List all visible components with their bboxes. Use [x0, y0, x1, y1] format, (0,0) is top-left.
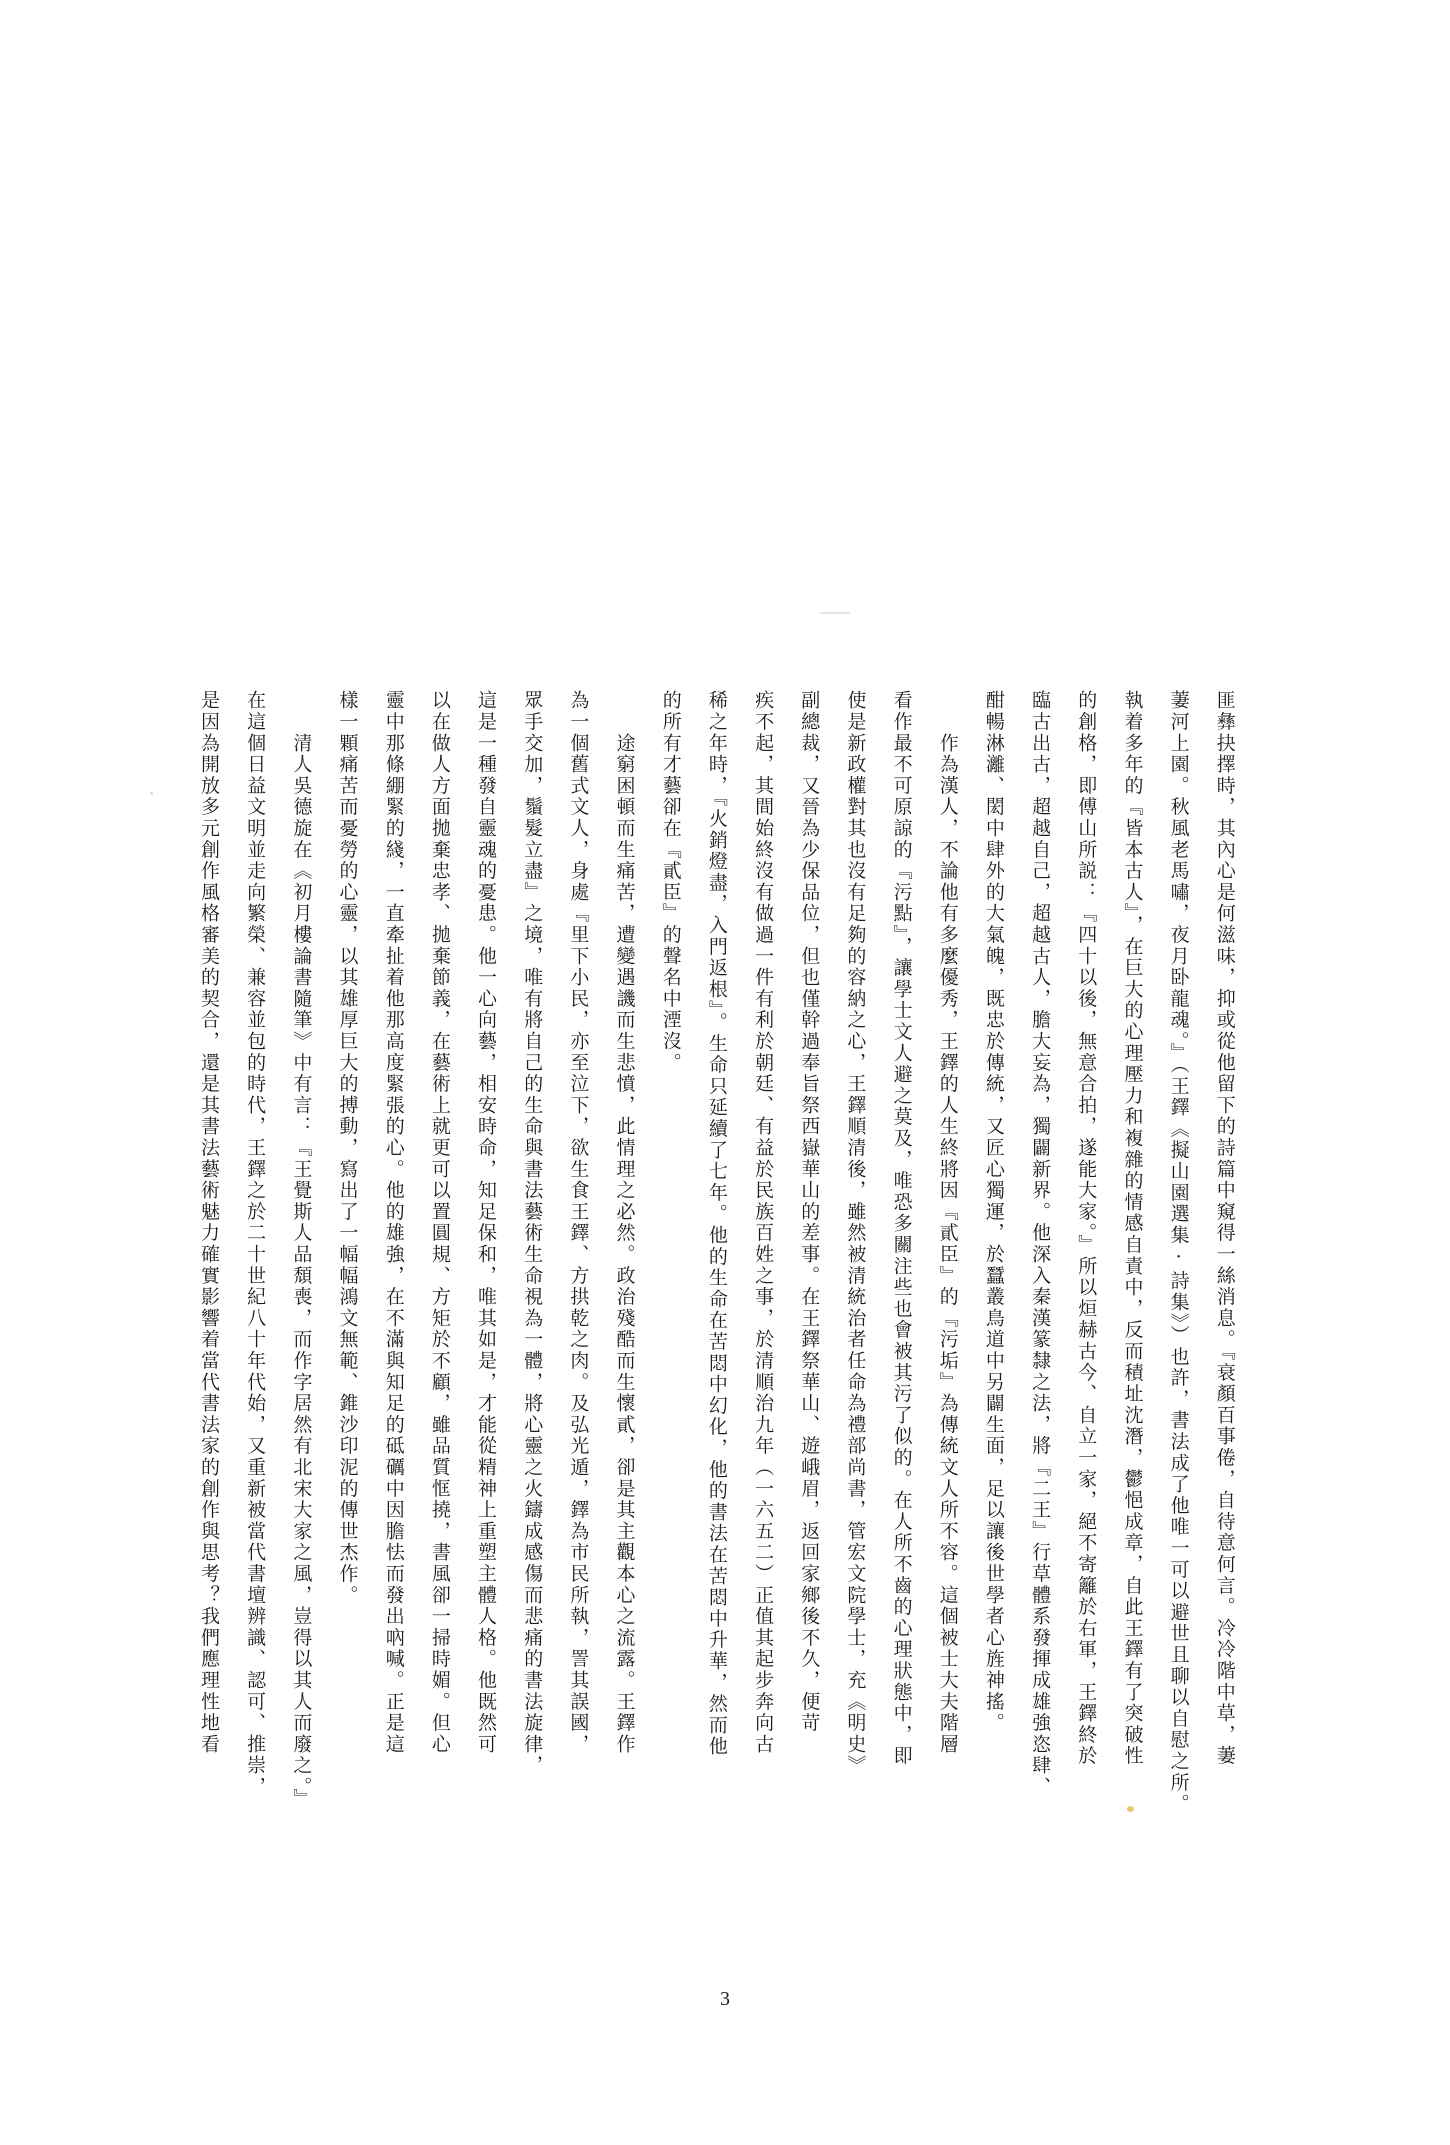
body-text [196, 690, 1238, 1870]
text-column: 臨古出古，超越自己，超越古人，膽大妄為，獨闢新界。他深入秦漢篆隸之法，將『二王』行草體系發揮成雄強恣肆、 [1029, 690, 1052, 1798]
text-column: 在這個日益文明並走向繁榮、兼容並包的時代，王鐸之於二十世紀八十年代始，又重新被當代書壇辨識、認可、推崇， [244, 690, 267, 1798]
text-column: 的所有才藝卻在『貳臣』的聲名中湮沒。 [659, 690, 682, 1074]
text-column: 酣暢淋灕、閎中肆外的大氣魄，既忠於傳統，又匠心獨運，於蠶叢鳥道中另闢生面，足以讓後世學者心旌神搖。 [982, 690, 1005, 1734]
text-column: 副總裁，又晉為少保品位，但也僅幹過奉旨祭西嶽華山的差事。在王鐸祭華山、遊峨眉，返回家鄉後不久，便苛 [798, 690, 821, 1734]
text-column: 的創格，即傅山所説：『四十以後，無意合拍，遂能大家。』所以烜赫古今、自立一家，絕不寄籬於右軍，王鐸終於 [1075, 690, 1098, 1767]
text-column: 萋河上園。秋風老馬嘯，夜月卧龍魂。』（王鐸《擬山園選集·詩集》）也許，書法成了他唯一可以避世且聊以自慰之所。 [1167, 690, 1190, 1815]
page-number: 3 [720, 1988, 730, 2010]
text-column: 樣一顆痛苦而憂勞的心靈，以其雄厚巨大的搏動，寫出了一幅幅鴻文無範、錐沙印泥的傳世杰作。 [336, 690, 359, 1606]
text-column: 靈中那條綳緊的綫，一直牽扯着他那高度緊張的心。他的雄強，在不滿與知足的砥礪中因膽怯而發出吶喊。正是這 [382, 690, 405, 1755]
text-column: 清人吳德旋在《初月樓論書隨筆》中有言：『王覺斯人品頹喪，而作字居然有北宋大家之風，豈得以其人而廢之。』 [290, 690, 313, 1810]
scan-speck [820, 612, 850, 614]
text-column: 途窮困頓而生痛苦，遭變遇譏而生悲憤，此情理之必然。政治殘酷而生懷貳，卻是其主觀本心之流露。王鐸作 [613, 690, 636, 1755]
text-column: 疾不起，其間始終沒有做過一件有利於朝廷、有益於民族百姓之事，於清順治九年（一六五二）正值其起步奔向古 [752, 690, 775, 1755]
text-column: 以在做人方面拋棄忠孝、拋棄節義，在藝術上就更可以置圓規、方矩於不顧，雖品質恇撓，書風卻一掃時媚。但心 [428, 690, 451, 1755]
text-column: 這是一種發自靈魂的憂患。他一心向藝，相安時命，知足保和，唯其如是，才能從精神上重塑主體人格。他既然可 [475, 690, 498, 1755]
text-column: 執着多年的『皆本古人』，在巨大的心理壓力和複雜的情感自責中，反而積址沈潛，鬱悒成章，自此王鐸有了突破性 [1121, 690, 1144, 1767]
text-column: 為一個舊式文人，身處『里下小民，亦至泣下，欲生食王鐸、方拱乾之肉。及弘光遁，鐸為市民所執，詈其誤國， [567, 690, 590, 1755]
text-columns [196, 690, 1238, 1870]
text-column: 眾手交加，鬚髮立盡』之境，唯有將自己的生命與書法藝術生命視為一體，將心靈之火鑄成感傷而悲痛的書法旋律， [521, 690, 544, 1777]
text-column: 看作最不可原諒的『污點』，讓學士文人避之莫及，唯恐多關注些也會被其污了似的。在人所不齒的心理狀態中，即 [890, 690, 913, 1767]
scan-speck [150, 792, 153, 795]
text-column: 作為漢人，不論他有多麼優秀，王鐸的人生終將因『貳臣』的『污垢』為傳統文人所不容。這個被士大夫階層 [936, 690, 959, 1755]
text-column: 使是新政權對其也沒有足夠的容納之心，王鐸順清後，雖然被清統治者任命為禮部尚書，管宏文院學士，充《明史》 [844, 690, 867, 1777]
text-column: 是因為開放多元創作風格審美的契合，還是其書法藝術魅力確實影響着當代書法家的創作與思考？我們應理性地看 [198, 690, 220, 1755]
text-column: 匪彝抉擇時，其內心是何滋味，抑或從他留下的詩篇中窺得一絲消息。『衰顏百事倦，自待意何言。冷冷階中草，萋 [1213, 690, 1236, 1767]
text-column: 稀之年時，『火銷燈盡，入門返根』。生命只延續了七年。他的生命在苦悶中幻化，他的書法在苦悶中升華，然而他 [705, 690, 728, 1758]
